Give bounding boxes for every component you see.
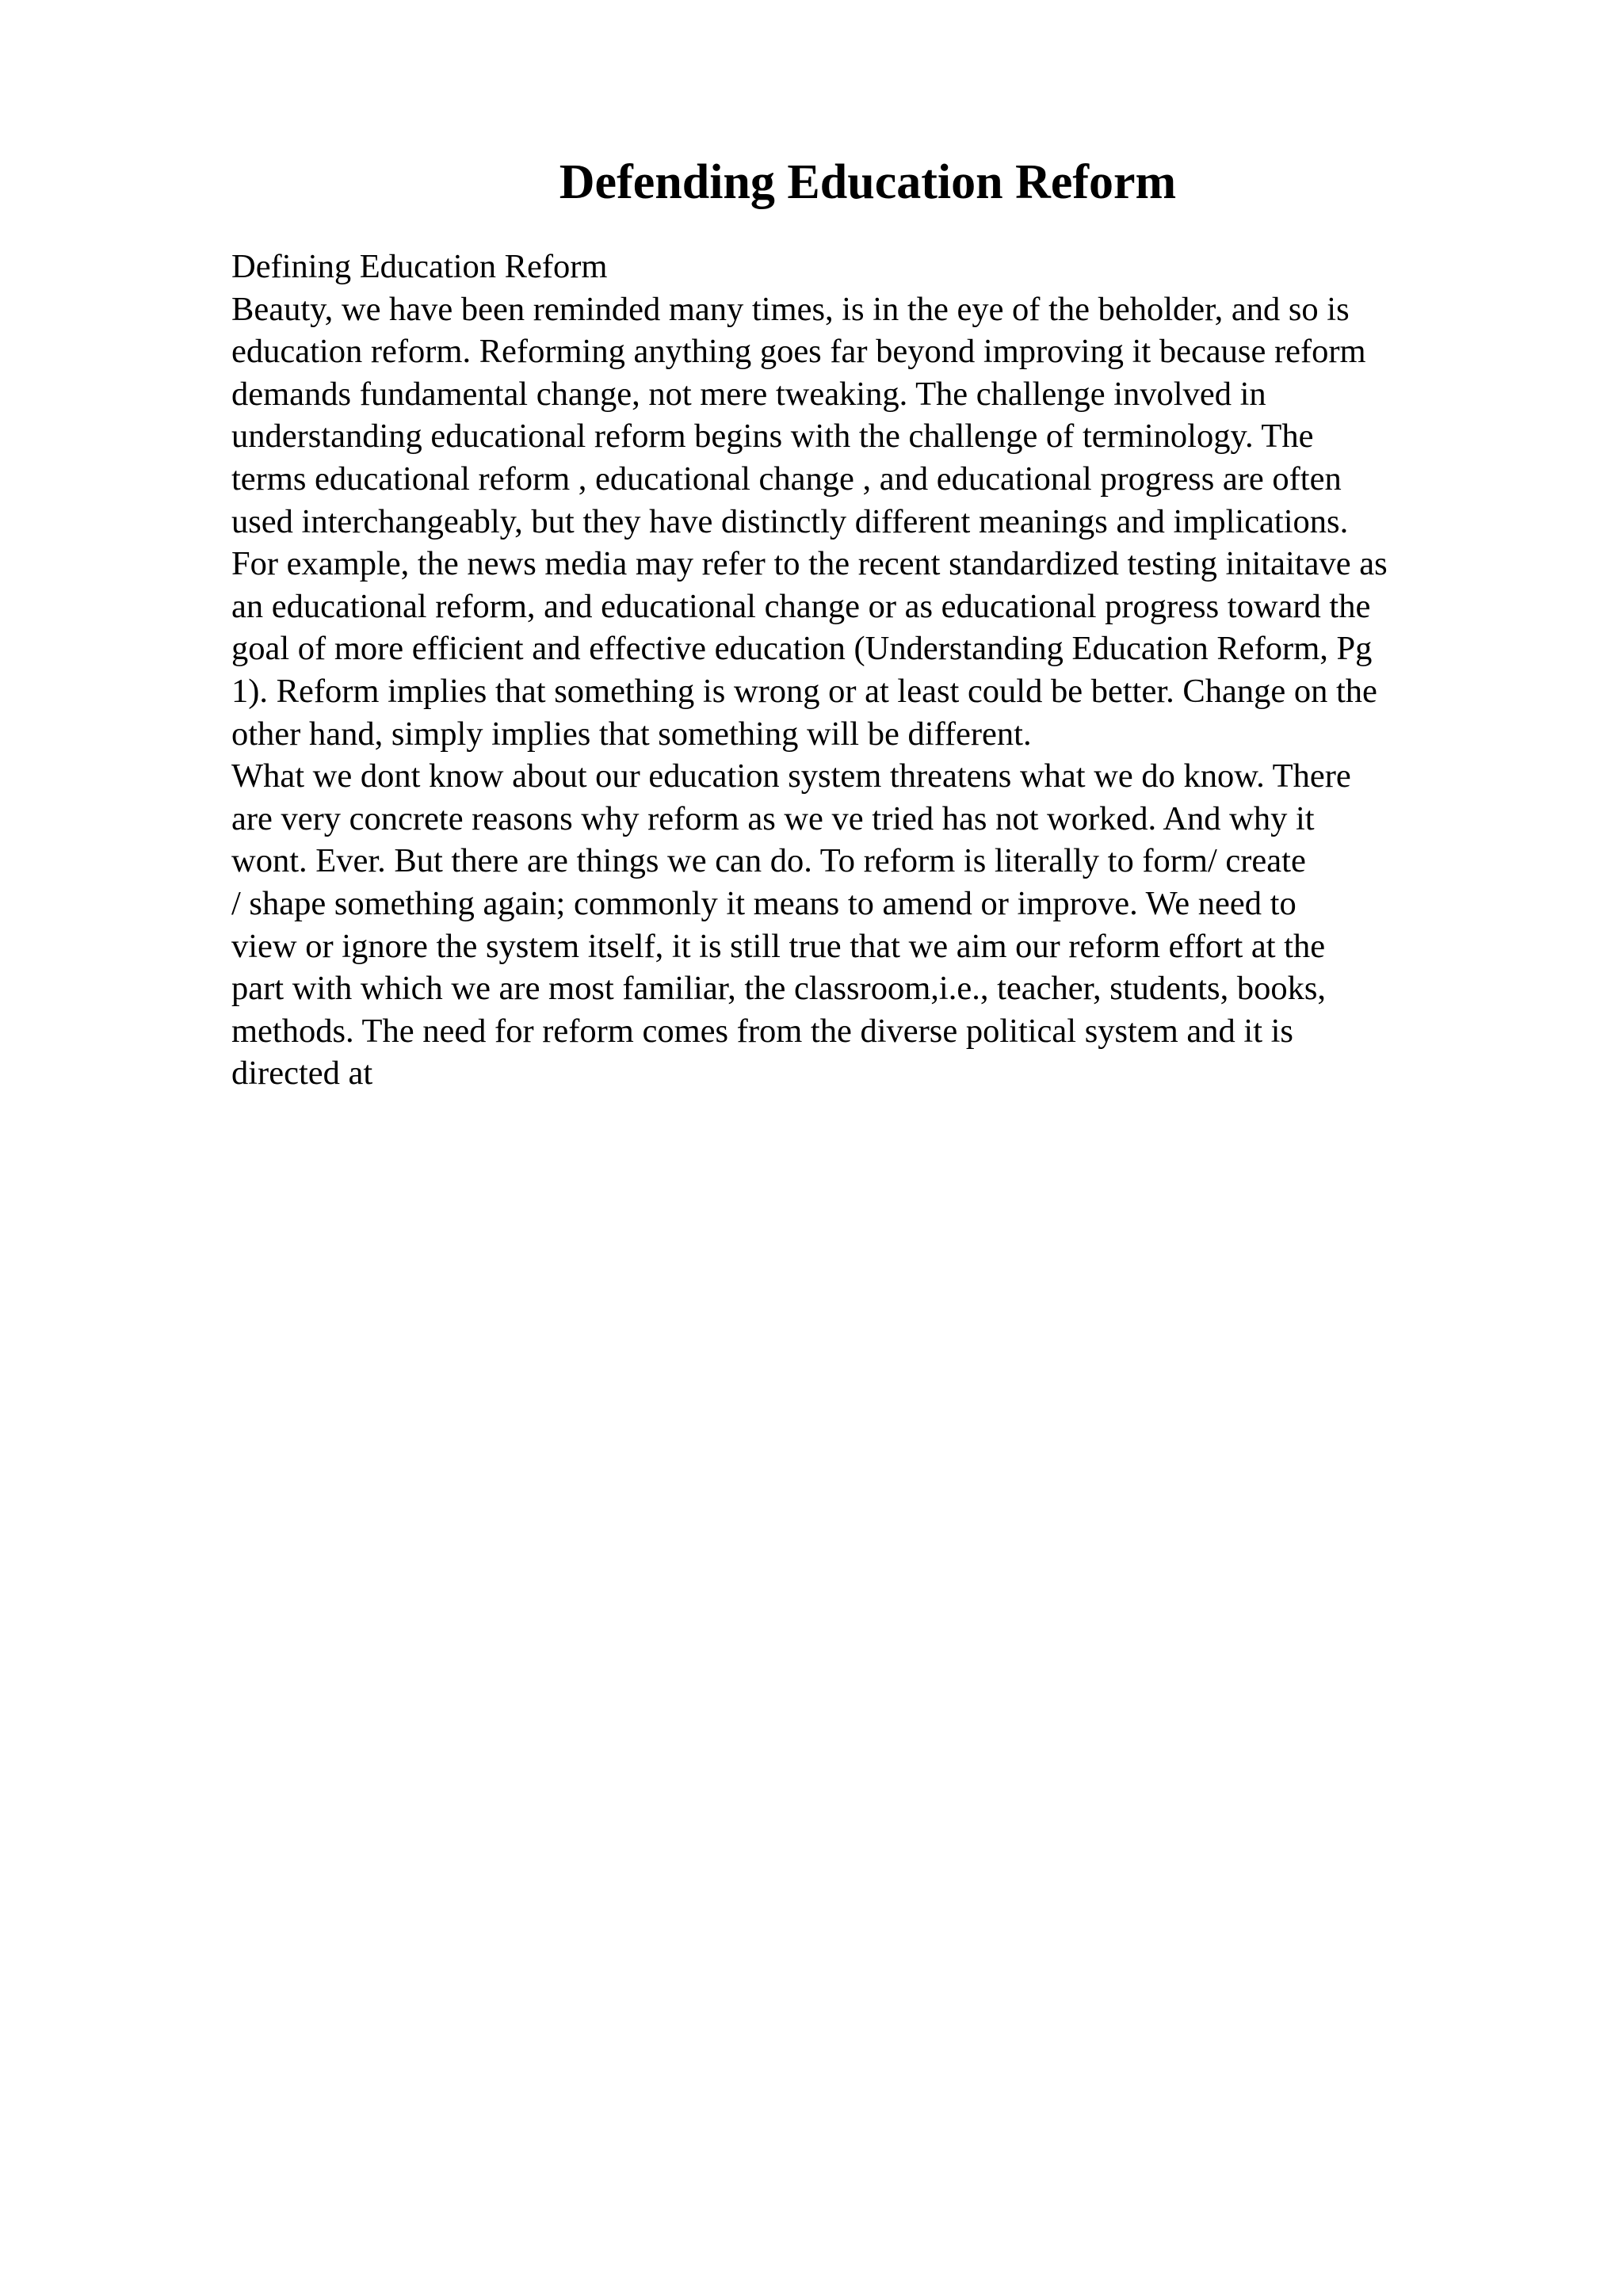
body-line: For example, the news media may refer to the recent standardized testing initaitave as: [231, 545, 1388, 583]
body-line: What we dont know about our education system threatens what we do know. There: [231, 757, 1351, 795]
body-line: an educational reform, and educational change or as educational progress toward the: [231, 587, 1371, 625]
body-line: education reform. Reforming anything goes far beyond improving it because reform: [231, 333, 1366, 371]
body-line: methods. The need for reform comes from the diverse political system and it is: [231, 1012, 1293, 1050]
body-line: / shape something again; commonly it means to amend or improve. We need to: [231, 884, 1296, 922]
body-line: goal of more efficient and effective education (Understanding Education Reform, Pg: [231, 630, 1373, 668]
body-line: directed at: [231, 1055, 373, 1093]
body-line: view or ignore the system itself, it is still true that we aim our reform effort at the: [231, 927, 1326, 965]
body-line: Defining Education Reform: [231, 248, 608, 285]
page-title: Defending Education Reform: [559, 155, 1177, 209]
body-line: Beauty, we have been reminded many times, is in the eye of the beholder, and so is: [231, 290, 1350, 328]
body-line: terms educational reform , educational change , and educational progress are often: [231, 460, 1342, 498]
body-line: are very concrete reasons why reform as we ve tried has not worked. And why it: [231, 799, 1315, 837]
body-line: part with which we are most familiar, the classroom,i.e., teacher, students, books,: [231, 970, 1327, 1008]
body-line: understanding educational reform begins with the challenge of terminology. The: [231, 418, 1314, 456]
document-body: [231, 246, 1515, 1095]
body-line: used interchangeably, but they have distinctly different meanings and implications.: [231, 502, 1349, 540]
body-line: wont. Ever. But there are things we can do. To reform is literally to form/ create: [231, 842, 1306, 880]
body-line: 1). Reform implies that something is wrong or at least could be better. Change on the: [231, 672, 1377, 710]
body-line: demands fundamental change, not mere tweaking. The challenge involved in: [231, 375, 1266, 413]
body-line: other hand, simply implies that something will be different.: [231, 715, 1032, 753]
